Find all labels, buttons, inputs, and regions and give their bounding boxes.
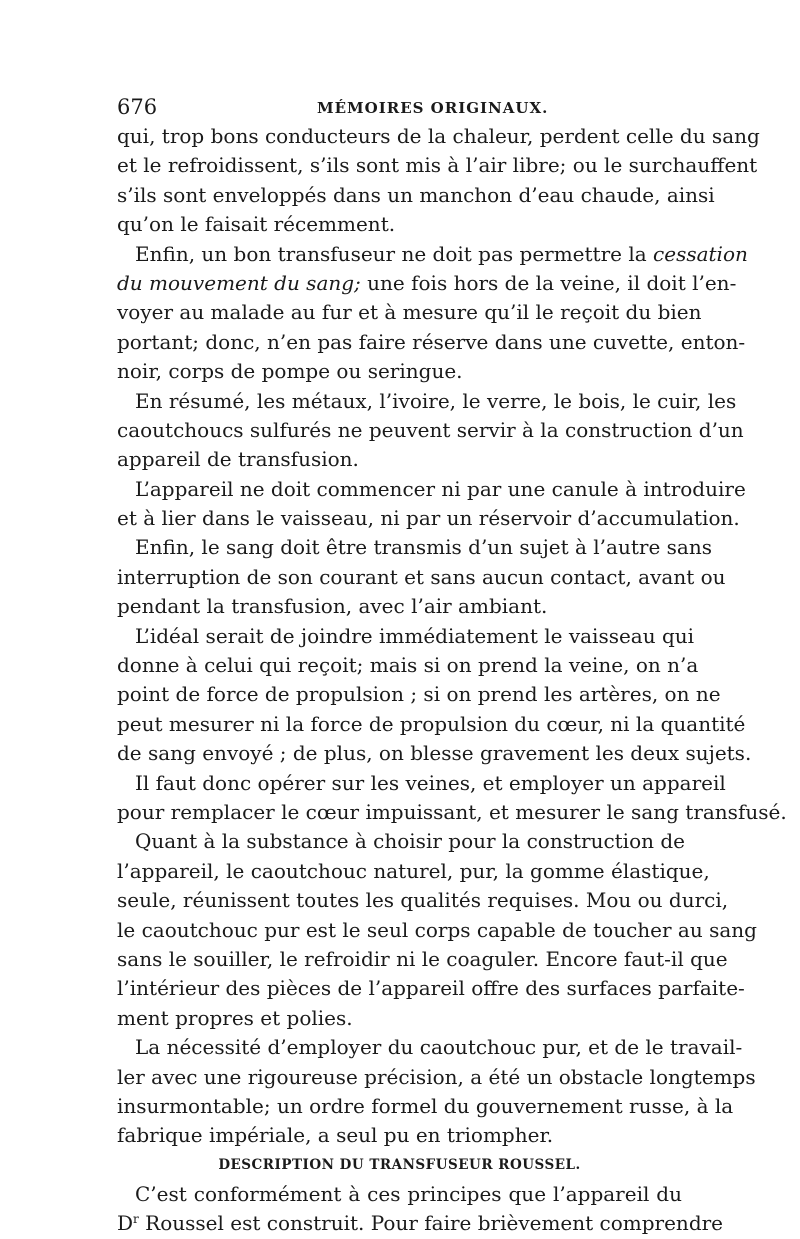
page: [117, 92, 787, 1239]
text-fragment: D: [117, 1211, 134, 1236]
text-line: L’idéal serait de joindre immédiatement le vaisseau qui: [135, 623, 695, 648]
text-line: voyer au malade au fur et à mesure qu’il le reçoit du bien: [117, 300, 702, 325]
text-line: point de force de propulsion ; si on prend les artères, on ne: [117, 682, 721, 707]
section-heading: DESCRIPTION DU TRANSFUSEUR ROUSSEL.: [218, 1156, 581, 1173]
text-line: [117, 240, 748, 269]
text-line: qu’on le faisait récemment.: [117, 212, 396, 237]
text-line: La nécessité d’employer du caoutchouc pur, et de le travail-: [135, 1035, 743, 1060]
text-line: C’est conformément à ces principes que l’appareil du: [135, 1182, 682, 1207]
text-line: ment propres et polies.: [117, 1005, 353, 1030]
text-line: de sang envoyé ; de plus, on blesse gravement les deux sujets.: [117, 741, 752, 766]
running-head: [117, 92, 682, 122]
text-line: [117, 1209, 724, 1238]
italic-fragment: du mouvement du sang;: [117, 270, 361, 295]
text-line: l’appareil, le caoutchouc naturel, pur, la gomme élastique,: [117, 858, 710, 883]
running-title: MÉMOIRES ORIGINAUX.: [317, 99, 549, 117]
text-fragment: une fois hors de la veine, il doit l’en-: [360, 270, 737, 295]
text-line: seule, réunissent toutes les qualités requises. Mou ou durci,: [117, 888, 729, 913]
text-line: peut mesurer ni la force de propulsion du cœur, ni la quantité: [117, 711, 746, 736]
text-line: L’appareil ne doit commencer ni par une canule à introduire: [135, 476, 746, 501]
text-line: [117, 269, 737, 298]
italic-fragment: cessation: [653, 241, 748, 266]
superscript: r: [133, 1212, 139, 1227]
text-line: insurmontable; un ordre formel du gouvernement russe, à la: [117, 1093, 734, 1118]
page-number: 676: [117, 95, 158, 119]
text-line: le caoutchouc pur est le seul corps capable de toucher au sang: [117, 917, 757, 942]
text-line: portant; donc, n’en pas faire réserve dans une cuvette, enton-: [117, 329, 746, 354]
text-line: qui, trop bons conducteurs de la chaleur, perdent celle du sang: [117, 124, 760, 148]
text-line: ler avec une rigoureuse précision, a été un obstacle longtemps: [117, 1064, 756, 1089]
text-line: En résumé, les métaux, l’ivoire, le verre, le bois, le cuir, les: [135, 388, 737, 413]
text-line: fabrique impériale, a seul pu en triompher.: [117, 1123, 554, 1148]
body-text: [117, 122, 787, 1239]
text-line: noir, corps de pompe ou seringue.: [117, 359, 463, 384]
text-fragment: Enfin, un bon transfuseur ne doit pas permettre la: [135, 241, 654, 266]
text-line: caoutchoucs sulfurés ne peuvent servir à la construction d’un: [117, 417, 744, 442]
text-line: et à lier dans le vaisseau, ni par un réservoir d’accumulation.: [117, 506, 740, 531]
text-line: Enfin, le sang doit être transmis d’un sujet à l’autre sans: [135, 535, 712, 560]
text-line: pour remplacer le cœur impuissant, et mesurer le sang transfusé.: [117, 799, 787, 824]
text-line: sans le souiller, le refroidir ni le coaguler. Encore faut-il que: [117, 946, 728, 971]
text-line: et le refroidissent, s’ils sont mis à l’air libre; ou le surchauffent: [117, 153, 758, 178]
text-line: donne à celui qui reçoit; mais si on prend la veine, on n’a: [117, 653, 699, 678]
text-line: s’ils sont enveloppés dans un manchon d’eau chaude, ainsi: [117, 182, 715, 207]
text-line: interruption de son courant et sans aucun contact, avant ou: [117, 564, 726, 589]
text-line: pendant la transfusion, avec l’air ambiant.: [117, 594, 548, 619]
text-line: Quant à la substance à choisir pour la construction de: [135, 829, 685, 854]
text-line: Il faut donc opérer sur les veines, et employer un appareil: [135, 770, 726, 795]
text-line: l’intérieur des pièces de l’appareil offre des surfaces parfaite-: [117, 976, 745, 1001]
text-fragment: Roussel est construit. Pour faire brièvement comprendre: [138, 1211, 724, 1236]
text-line: appareil de transfusion.: [117, 447, 359, 472]
